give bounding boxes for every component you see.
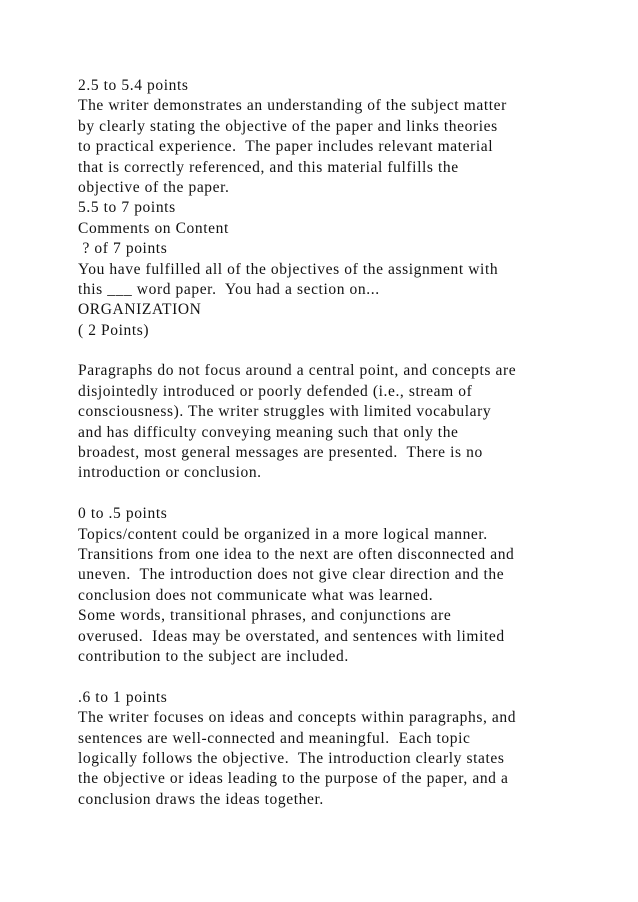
text-line: overused. Ideas may be overstated, and sentences with limited bbox=[78, 627, 505, 645]
text-line: conclusion does not communicate what was learned. bbox=[78, 586, 434, 604]
text-line: Topics/content could be organized in a more logical manner. bbox=[78, 525, 488, 543]
text-line: The writer demonstrates an understanding of the subject matter bbox=[78, 97, 507, 115]
text-line: disjointedly introduced or poorly defended (i.e., stream of bbox=[78, 382, 473, 400]
text-line: Some words, transitional phrases, and conjunctions are bbox=[78, 607, 452, 625]
blank-line bbox=[78, 667, 618, 687]
text-line: 2.5 to 5.4 points bbox=[78, 77, 189, 94]
text-line: by clearly stating the objective of the paper and links theories bbox=[78, 117, 498, 135]
text-line: contribution to the subject are included. bbox=[78, 647, 349, 665]
text-line: You have fulfilled all of the objectives of the assignment with bbox=[78, 260, 499, 278]
text-line: logically follows the objective. The introduction clearly states bbox=[78, 749, 505, 767]
text-line: objective of the paper. bbox=[78, 178, 230, 196]
text-line: Transitions from one idea to the next are often disconnected and bbox=[78, 545, 515, 563]
text-line: consciousness). The writer struggles with limited vocabulary bbox=[78, 403, 492, 421]
text-line: and has difficulty conveying meaning such that only the bbox=[78, 423, 459, 441]
text-line: sentences are well-connected and meaningful. Each topic bbox=[78, 729, 471, 747]
text-line: conclusion draws the ideas together. bbox=[78, 790, 324, 808]
text-line: the objective or ideas leading to the purpose of the paper, and a bbox=[78, 770, 509, 788]
text-line: 0 to .5 points bbox=[78, 505, 168, 523]
text-line: this ___ word paper. You had a section on... bbox=[78, 280, 380, 298]
text-line: introduction or conclusion. bbox=[78, 464, 262, 482]
text-line: that is correctly referenced, and this material fulfills the bbox=[78, 158, 459, 176]
text-line: Comments on Content bbox=[78, 219, 229, 237]
text-line: uneven. The introduction does not give clear direction and the bbox=[78, 566, 505, 584]
blank-line bbox=[78, 484, 618, 504]
text-line: 5.5 to 7 points bbox=[78, 199, 176, 217]
text-line: broadest, most general messages are presented. There is no bbox=[78, 444, 483, 462]
document-page bbox=[78, 76, 618, 810]
text-line: ? of 7 points bbox=[78, 240, 168, 258]
text-line: The writer focuses on ideas and concepts within paragraphs, and bbox=[78, 709, 517, 727]
text-line: to practical experience. The paper includes relevant material bbox=[78, 138, 494, 156]
text-line: Paragraphs do not focus around a central point, and concepts are bbox=[78, 362, 517, 380]
section-heading: ORGANIZATION bbox=[78, 301, 202, 319]
text-line: .6 to 1 points bbox=[78, 688, 168, 706]
blank-line bbox=[78, 341, 618, 361]
text-line: ( 2 Points) bbox=[78, 321, 150, 339]
